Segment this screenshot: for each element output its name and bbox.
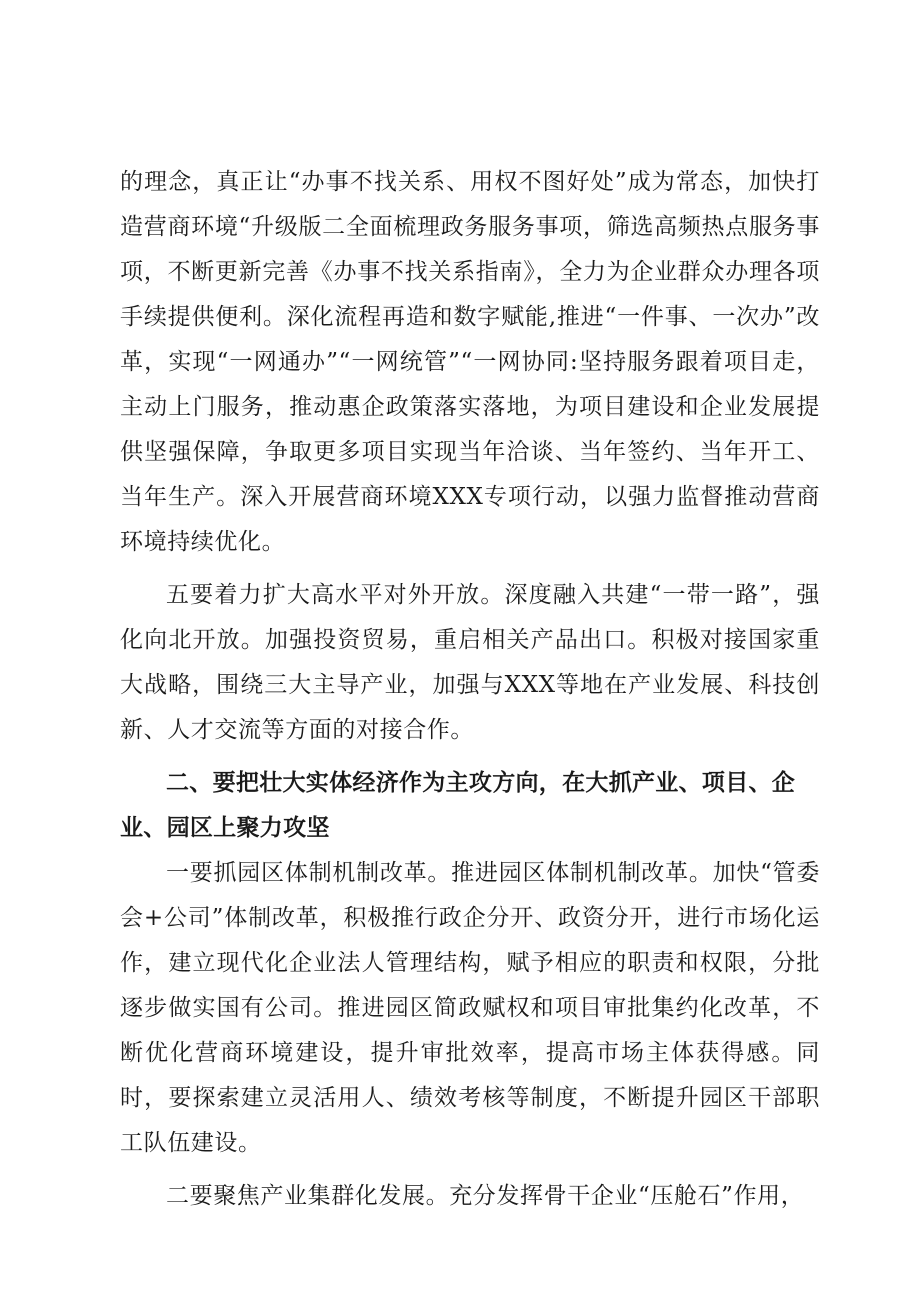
- paragraph-point-two: 二要聚焦产业集群化发展。充分发挥骨干企业“压舱石”作用，: [166, 1183, 805, 1209]
- paragraph-point-one: 一要抓园区体制机制改革。推进园区体制机制改革。加快“管委会+公司”体制改革，积极推行政企分开、政资分开，进行市场化运作，建立现代化企业法人管理结构，赋予相应的职责和权限，分批逐步做实国有公司。推进园区简政赋权和项目审批集约化改革，不断优化营商环境建设，提升审批效率，提高市场主体获得感。同时，要探索建立灵活用人、绩效考核等制度，不断提升园区干部职工队伍建设。: [120, 860, 820, 1156]
- paragraph-spacer: [120, 1166, 820, 1174]
- paragraph-spacer: [120, 565, 820, 573]
- paragraph-continuation: 的理念，真正让“办事不找关系、用权不图好处”成为常态，加快打造营商环境“升级版二全面梳理政务服务事项，筛选高频热点服务事项，不断更新完善《办事不找关系指南》，全力为企业群众办理各项手续提供便利。深化流程再造和数字赋能,推进“一件事、一次办”改革，实现“一网通办”“一网统管”“一网协同:坚持服务跟着项目走，主动上门服务，推动惠企政策落实落地，为项目建设和企业发展提供坚强保障，争取更多项目实现当年洽谈、当年签约、当年开工、当年生产。深入开展营商环境XXX专项行动，以强力监督推动营商环境持续优化。: [120, 169, 820, 555]
- section-two-heading: 二、要把壮大实体经济作为主攻方向，在大抓产业、项目、企业、园区上聚力攻坚: [120, 770, 796, 841]
- paragraph-point-five: 五要着力扩大高水平对外开放。深度融入共建“一带一路”，强化向北开放。加强投资贸易，重启相关产品出口。积极对接国家重大战略，围绕三大主导产业，加强与XXX等地在产业发展、科技创新、人才交流等方面的对接合作。: [120, 582, 820, 743]
- document-body: [120, 160, 820, 1219]
